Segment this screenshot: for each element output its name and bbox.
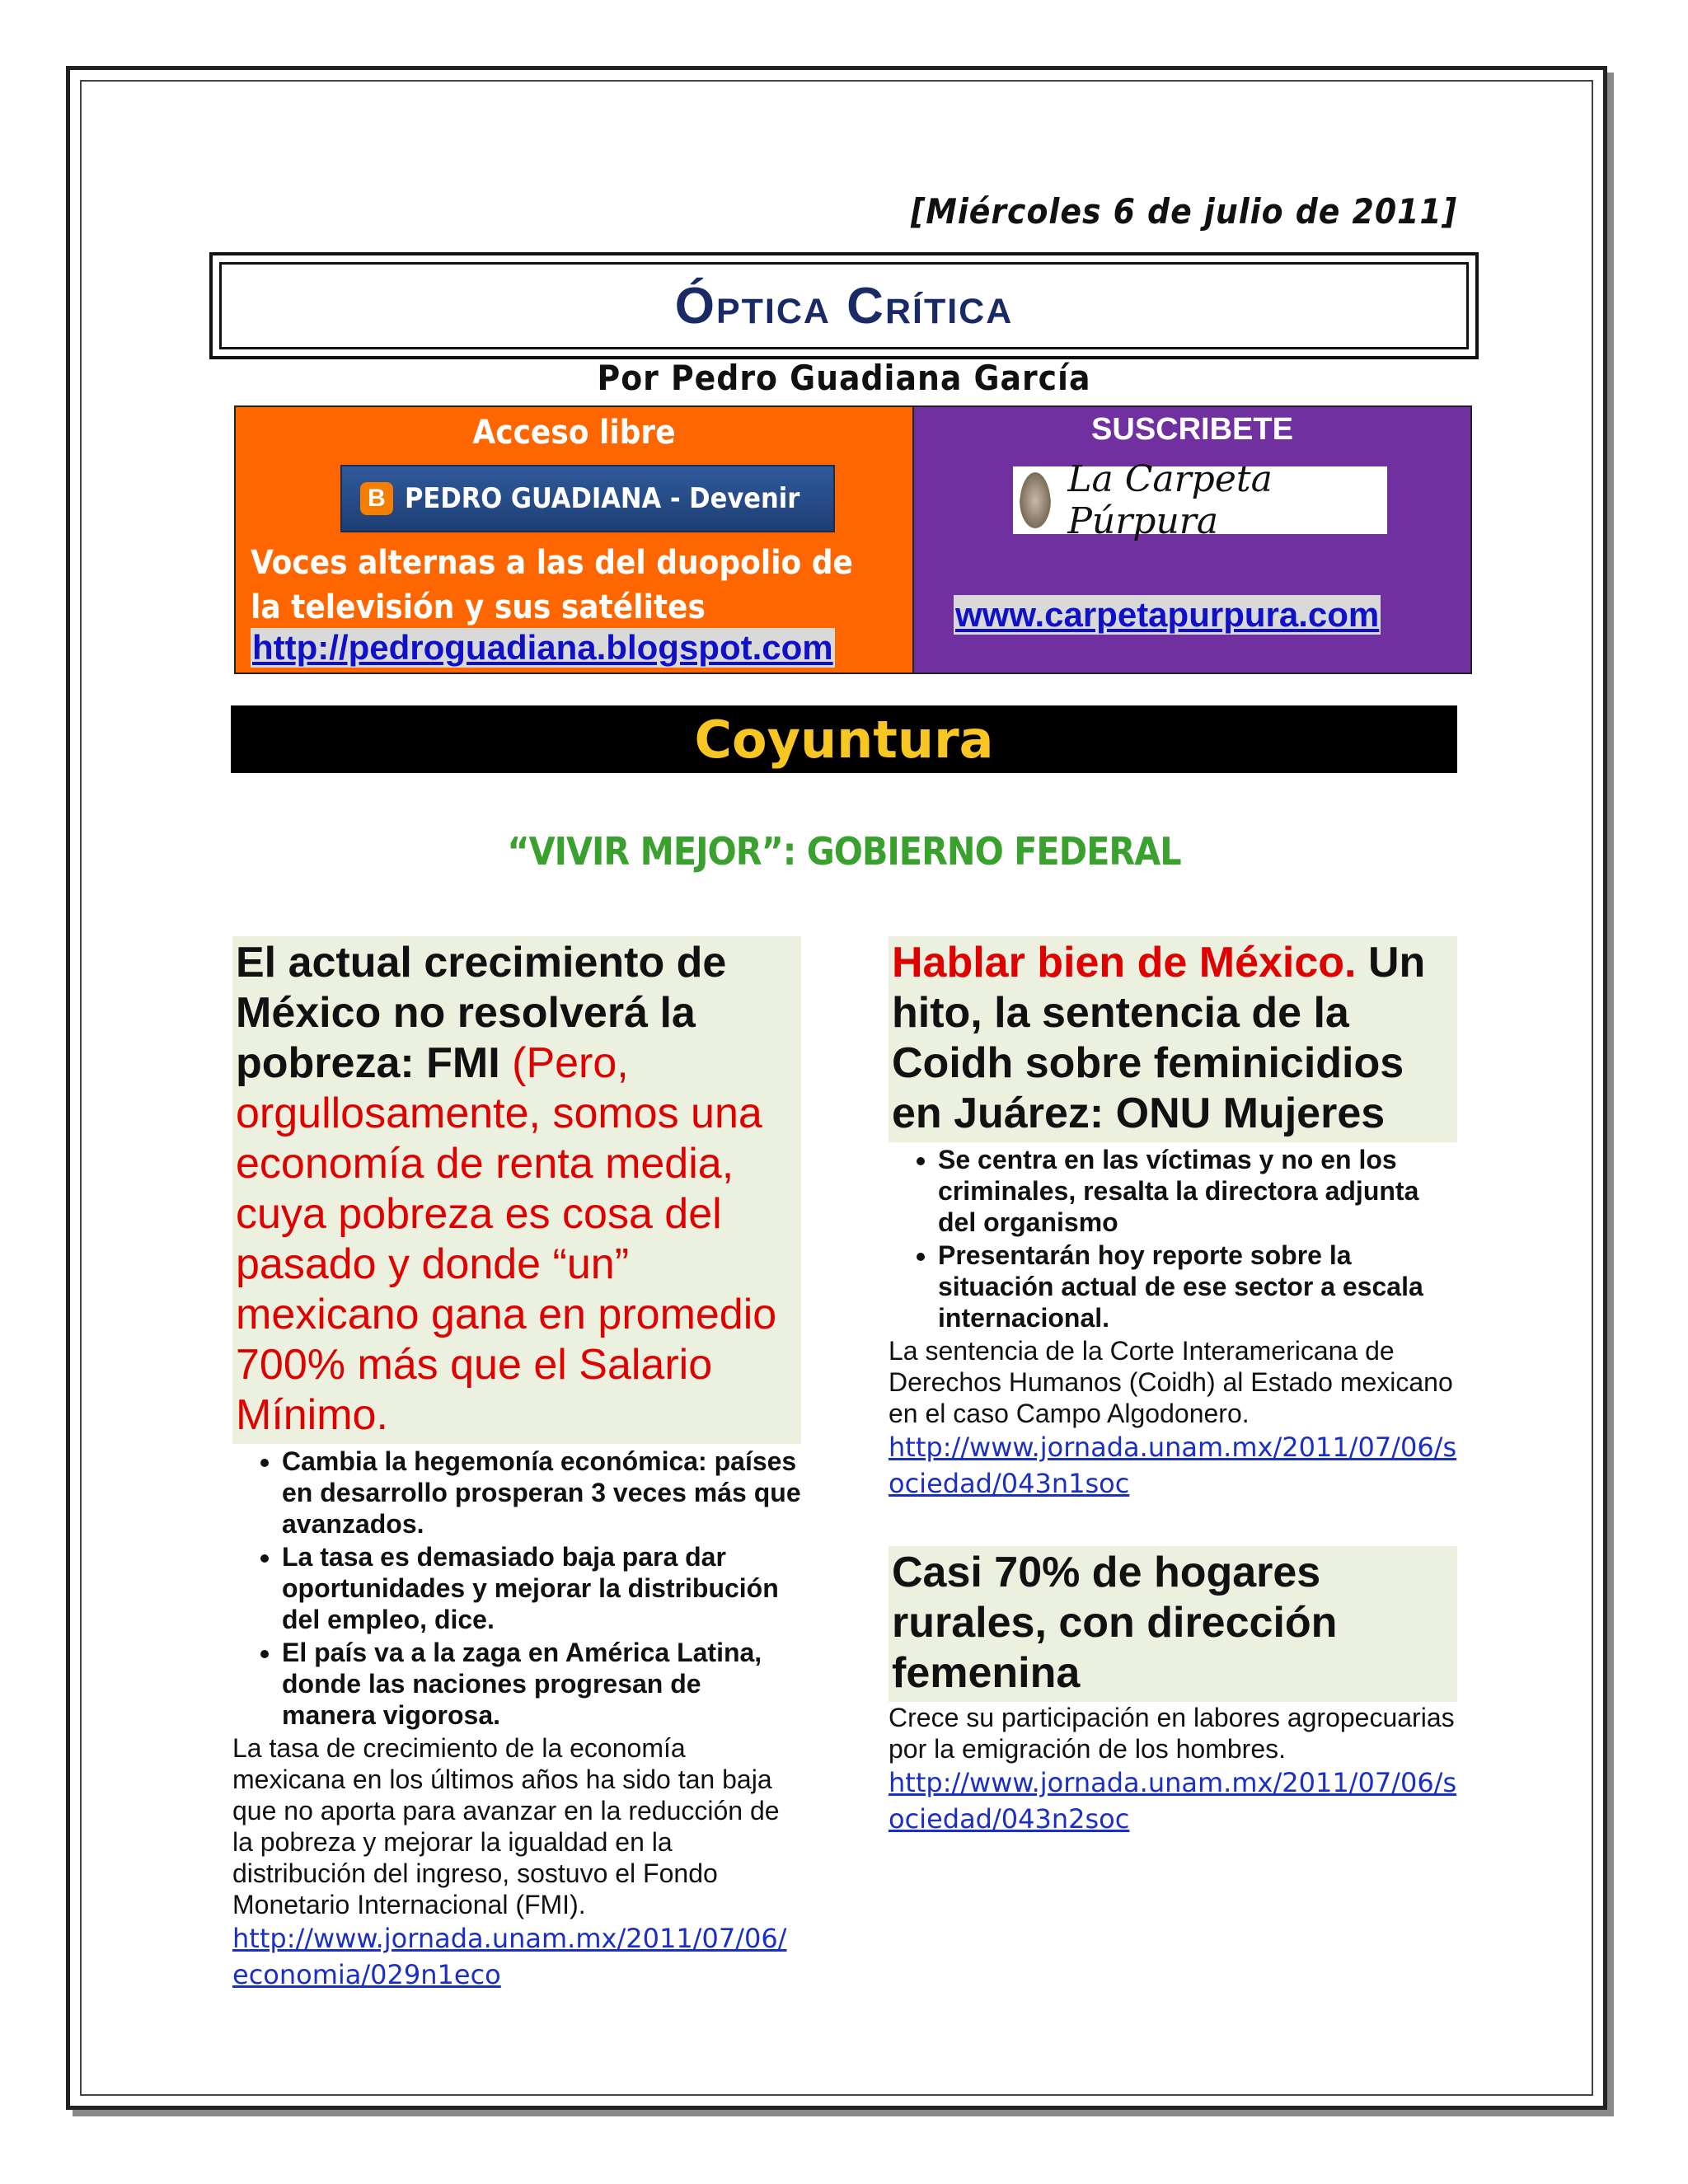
story-headline <box>889 936 1457 1142</box>
list-item: • El país va a la zaga en América Latina, donde las naciones progresan de manera vigorosa. <box>282 1637 801 1731</box>
story-bullets <box>232 1446 801 1731</box>
blog-link[interactable]: http://pedroguadiana.blogspot.com <box>252 628 833 667</box>
story-headline-red: Hablar bien de México. <box>892 939 1357 987</box>
story-body: La sentencia de la Corte Interamericana de Derechos Humanos (Coidh) al Estado mexicano en el caso Campo Algodonero. <box>889 1336 1453 1428</box>
blogger-badge[interactable] <box>340 465 835 532</box>
story-headline <box>232 936 801 1444</box>
promo-description: Voces alternas a las del duopolio de la televisión y sus satélites <box>251 544 853 626</box>
byline: Por Pedro Guadiana García <box>597 358 1091 398</box>
list-item: • La tasa es demasiado baja para dar oportunidades y mejorar la distribución del empleo, dice. <box>282 1541 801 1635</box>
list-item: • Se centra en las víctimas y no en los criminales, resalta la directora adjunta del organismo <box>938 1144 1457 1238</box>
list-item: • Presentarán hoy reporte sobre la situación actual de ese sector a escala internacional. <box>938 1240 1457 1333</box>
issue-date: [Miércoles 6 de julio de 2011] <box>910 191 1457 232</box>
story-headline-bold: Un hito, la sentencia de la Coidh sobre feminicidios en Juárez: ONU Mujeres <box>892 939 1426 1137</box>
access-label: Acceso libre <box>472 414 676 452</box>
carpeta-purpura-logo[interactable] <box>1013 458 1387 542</box>
section-headline: “VIVIR MEJOR”: GOBIERNO FEDERAL <box>507 829 1181 874</box>
right-column <box>889 936 1457 1837</box>
carpeta-logo-text: La Carpeta Púrpura <box>1067 458 1273 542</box>
story-headline-bold: Casi 70% de hogares rurales, con dirección femenina <box>892 1549 1338 1697</box>
story-headline-comment: (Pero, orgullosamente, somos una economía de renta media, cuya pobreza es cosa del pasado y donde “un” mexicano gana en promedio 700% más que el Salario Mínimo. <box>236 1039 777 1439</box>
story-body: La tasa de crecimiento de la economía mexicana en los últimos años ha sido tan baja que no aporta para avanzar en la reducción de la pobreza y mejorar la igualdad en la distribución del ingreso, sostuvo el Fondo Monetario Internacional (FMI). <box>232 1733 780 1919</box>
masthead-title: Óptica Crítica <box>674 277 1014 335</box>
promo-free-access <box>236 407 914 673</box>
blogger-badge-text: PEDRO GUADIANA - Devenir <box>405 482 800 515</box>
list-item: • Cambia la hegemonía económica: países en desarrollo prosperan 3 veces más que avanzados. <box>282 1446 801 1540</box>
story-link[interactable]: http://www.jornada.unam.mx/2011/07/06/economia/029n1eco <box>232 1923 787 1990</box>
masthead-box <box>209 252 1479 359</box>
shell-icon <box>1020 472 1051 528</box>
left-column <box>232 936 801 1993</box>
subscribe-label: SUSCRIBETE <box>1091 412 1293 447</box>
story-headline-bold: El actual crecimiento de México no resolverá la pobreza: FMI <box>236 939 727 1087</box>
story-bullets <box>889 1144 1457 1333</box>
carpeta-link[interactable]: www.carpetapurpura.com <box>955 595 1380 634</box>
second-story <box>889 1546 1457 1837</box>
story-link[interactable]: http://www.jornada.unam.mx/2011/07/06/sociedad/043n1soc <box>889 1432 1457 1499</box>
story-headline <box>889 1546 1457 1702</box>
section-bar <box>231 705 1457 773</box>
blogger-icon: B <box>360 482 393 515</box>
promo-subscribe <box>914 407 1470 673</box>
section-title: Coyuntura <box>694 709 994 770</box>
story-body: Crece su participación en labores agropecuarias por la emigración de los hombres. <box>889 1703 1455 1764</box>
story-link[interactable]: http://www.jornada.unam.mx/2011/07/06/sociedad/043n2soc <box>889 1767 1457 1835</box>
promo-banner <box>234 405 1472 674</box>
